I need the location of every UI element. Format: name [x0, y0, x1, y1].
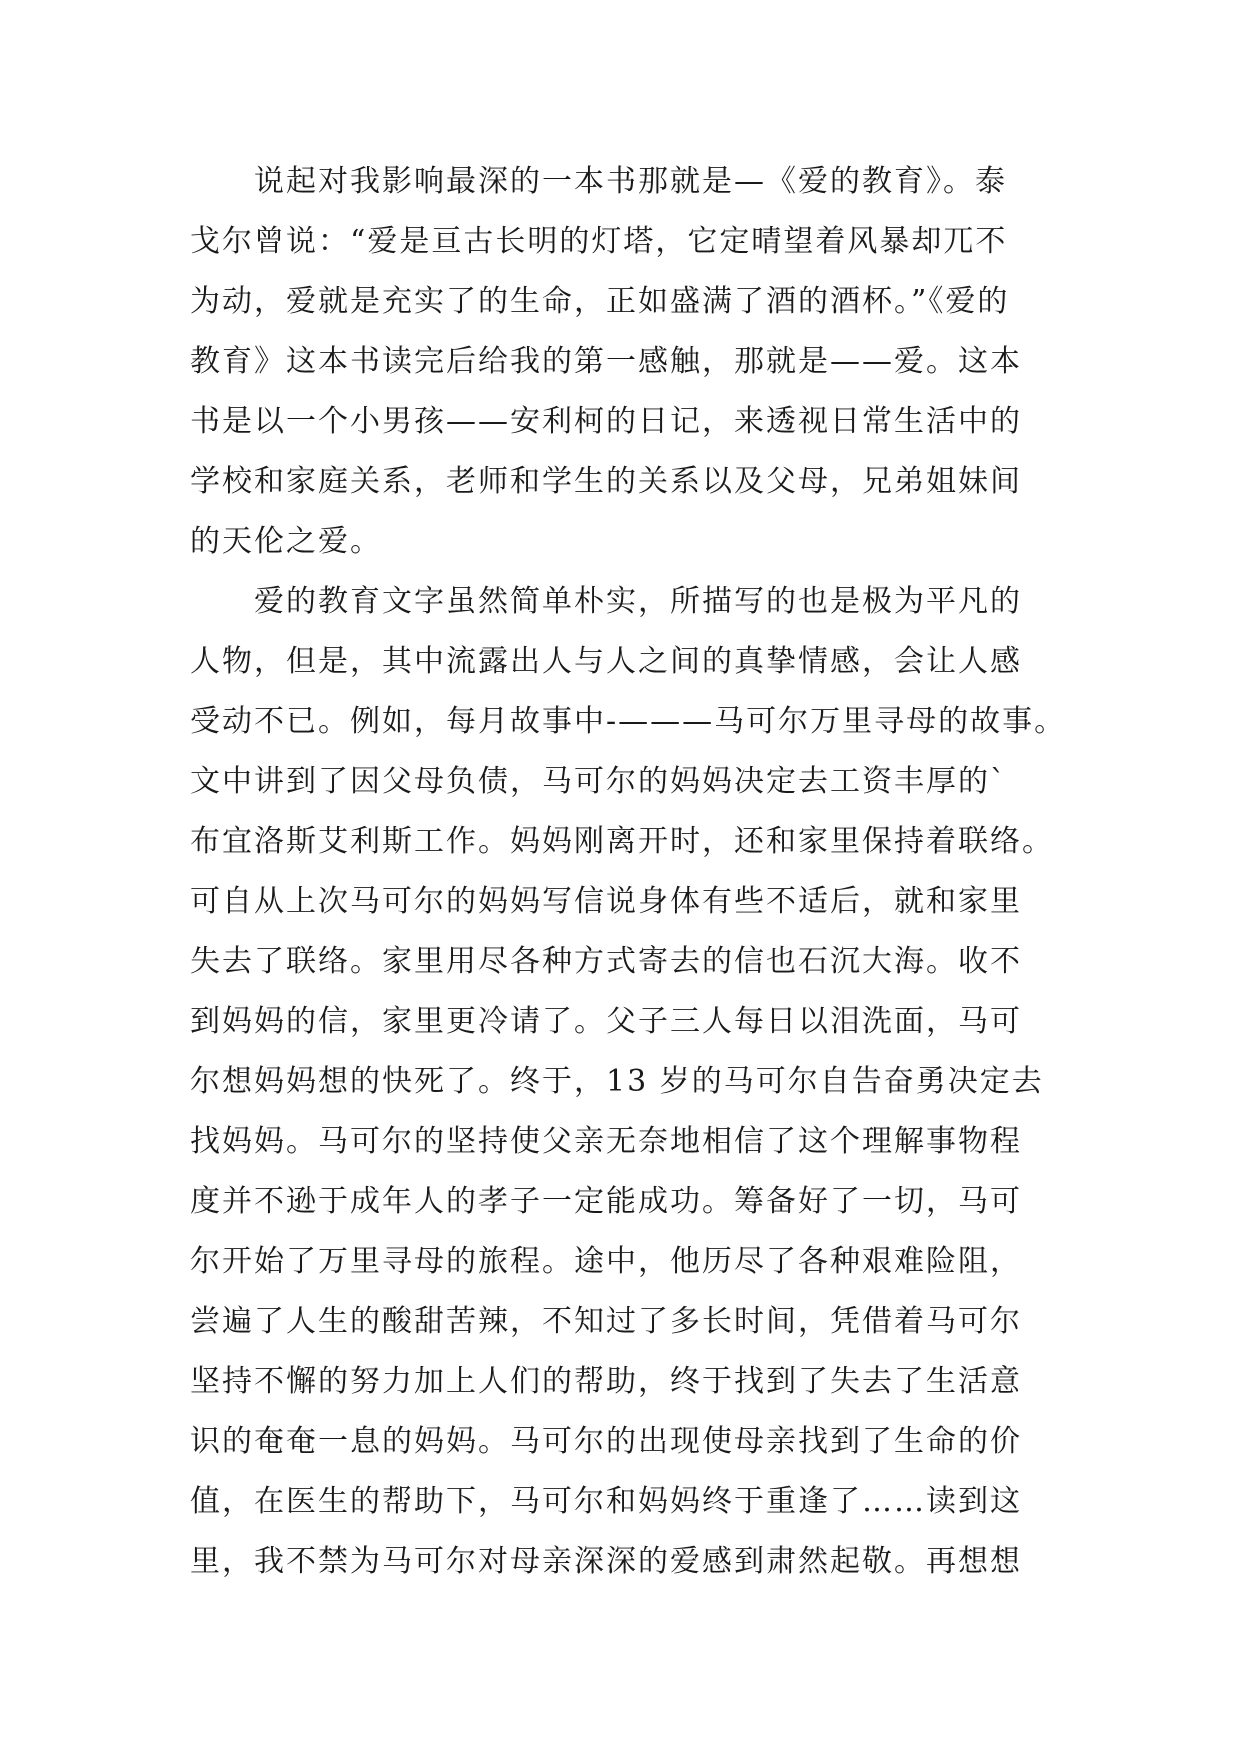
body-text	[190, 152, 1067, 1592]
paragraph-2-line-4: 文中讲到了因父母负债，马可尔的妈妈决定去工资丰厚的`	[190, 764, 1007, 799]
paragraph-1-line-2: 戈尔曾说：“爱是亘古长明的灯塔，它定晴望着风暴却兀不	[190, 224, 1008, 259]
paragraph-2-line-7: 失去了联络。家里用尽各种方式寄去的信也石沉大海。收不	[190, 944, 1022, 979]
paragraph-2-line-6: 可自从上次马可尔的妈妈写信说身体有些不适后，就和家里	[190, 884, 1022, 919]
paragraph-2-line-11: 度并不逊于成年人的孝子一定能成功。筹备好了一切，马可	[190, 1184, 1022, 1219]
paragraph-2-line-1: 爱的教育文字虽然简单朴实，所描写的也是极为平凡的	[190, 584, 1022, 619]
paragraph-1-line-5: 书是以一个小男孩——安利柯的日记，来透视日常生活中的	[190, 404, 1022, 439]
paragraph-2-line-12: 尔开始了万里寻母的旅程。途中，他历尽了各种艰难险阻，	[190, 1244, 1022, 1279]
paragraph-1-line-7: 的天伦之爱。	[190, 524, 382, 559]
paragraph-2-line-2: 人物，但是，其中流露出人与人之间的真挚情感，会让人感	[190, 644, 1022, 679]
paragraph-1-line-3: 为动，爱就是充实了的生命，正如盛满了酒的酒杯。”《爱的	[190, 284, 1010, 319]
paragraph-2-line-5: 布宜洛斯艾利斯工作。妈妈刚离开时，还和家里保持着联络。	[190, 824, 1054, 859]
paragraph-2-line-9: 尔想妈妈想的快死了。终于，13 岁的马可尔自告奋勇决定去	[190, 1064, 1044, 1099]
paragraph-2-line-16: 值，在医生的帮助下，马可尔和妈妈终于重逢了……读到这	[190, 1484, 1022, 1519]
paragraph-1-line-6: 学校和家庭关系，老师和学生的关系以及父母，兄弟姐妹间	[190, 464, 1022, 499]
paragraph-2-line-8: 到妈妈的信，家里更冷请了。父子三人每日以泪洗面，马可	[190, 1004, 1022, 1039]
paragraph-2-line-10: 找妈妈。马可尔的坚持使父亲无奈地相信了这个理解事物程	[190, 1124, 1022, 1159]
paragraph-2-line-3: 受动不已。例如，每月故事中-———马可尔万里寻母的故事。	[190, 704, 1067, 739]
paragraph-1-line-1: 说起对我影响最深的一本书那就是—《爱的教育》。泰	[190, 164, 1007, 199]
paragraph-2-line-14: 坚持不懈的努力加上人们的帮助，终于找到了失去了生活意	[190, 1364, 1022, 1399]
paragraph-2-line-17: 里，我不禁为马可尔对母亲深深的爱感到肃然起敬。再想想	[190, 1544, 1022, 1579]
paragraph-2-line-13: 尝遍了人生的酸甜苦辣，不知过了多长时间，凭借着马可尔	[190, 1304, 1022, 1339]
paragraph-2-line-15: 识的奄奄一息的妈妈。马可尔的出现使母亲找到了生命的价	[190, 1424, 1022, 1459]
paragraph-1-line-4: 教育》这本书读完后给我的第一感触，那就是——爱。这本	[190, 344, 1022, 379]
